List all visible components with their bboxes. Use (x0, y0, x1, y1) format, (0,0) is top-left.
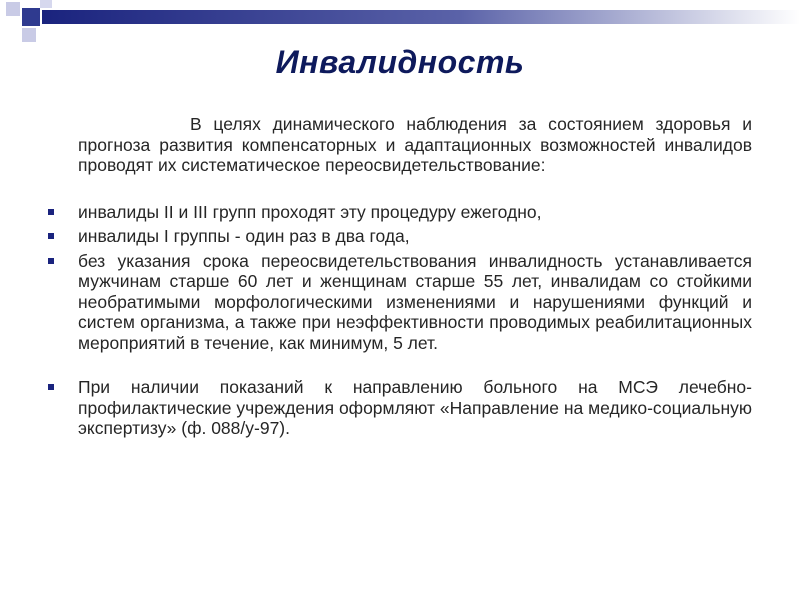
list-item-text: без указания срока переосвидетельствования инвалидность устанавливается мужчинам старше 60 лет и женщинам старше 55 лет, инвалидам со стойкими необратимыми морфологическими изменениями и нарушениями функций и систем организма, а также при неэффективности проводимых реабилитационных мероприятий в течение, как минимум, 5 лет. (78, 250, 752, 353)
list-item-text: инвалиды I группы - один раз в два года, (78, 226, 410, 246)
bullet-list-final (78, 377, 752, 439)
deco-square-dark-1 (22, 8, 40, 26)
deco-square-light-2 (22, 28, 36, 42)
slide-title: Инвалидность (275, 44, 525, 80)
list-item (78, 251, 752, 354)
square-bullet-icon (48, 233, 54, 239)
list-item-text: При наличии показаний к направлению больного на МСЭ лечебно-профилактические учреждения оформляют «Направление на медико-социальную экспертизу» (ф. 088/у-97). (78, 377, 752, 438)
list-item-text: инвалиды II и III групп проходят эту процедуру ежегодно, (78, 201, 542, 222)
square-bullet-icon (48, 384, 54, 390)
list-item (78, 226, 752, 247)
spacer (78, 176, 752, 202)
deco-square-light-1 (6, 2, 20, 16)
spacer (78, 357, 752, 377)
bullet-list (78, 202, 752, 354)
header-gradient-bar (42, 10, 800, 24)
intro-paragraph: В целях динамического наблюдения за состоянием здоровья и прогноза развития компенсаторных и адаптационных возможностей инвалидов проводят их систематическое переосвидетельствование: (78, 114, 752, 175)
list-item (78, 377, 752, 439)
slide-content (78, 114, 752, 443)
list-item (78, 202, 752, 223)
deco-square-light-3 (40, 0, 52, 8)
square-bullet-icon (48, 258, 54, 264)
square-bullet-icon (48, 209, 54, 215)
